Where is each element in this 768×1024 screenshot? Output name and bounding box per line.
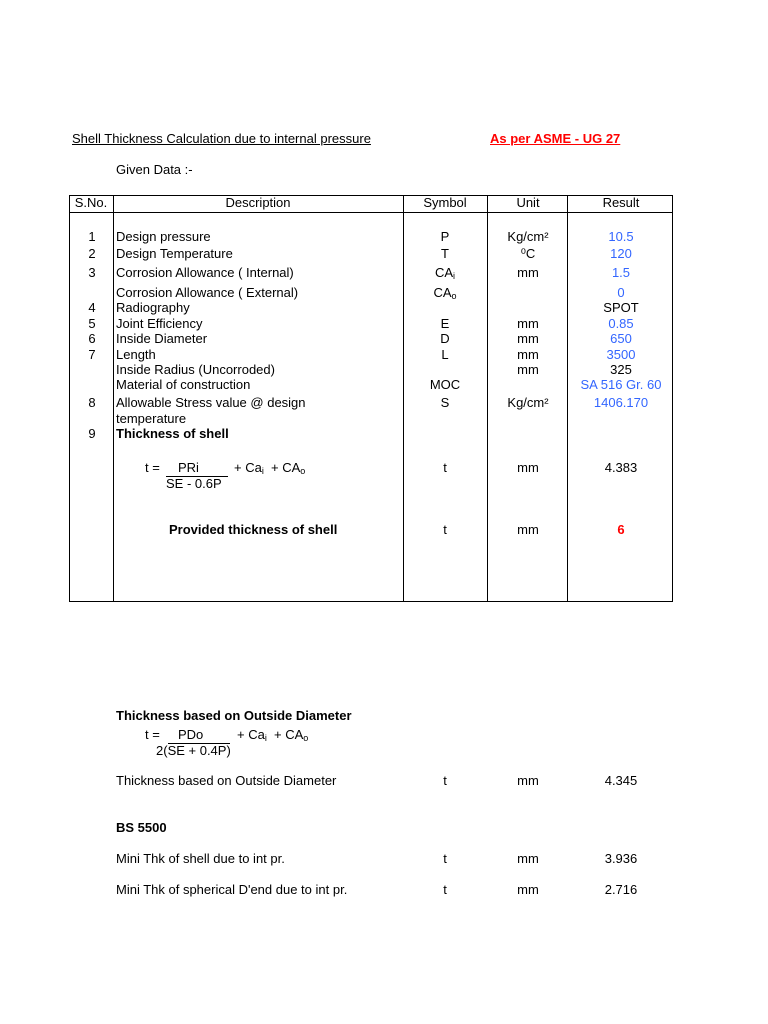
row-description: Thickness of shell	[116, 426, 229, 441]
row-sno: 3	[88, 265, 96, 280]
row-unit: mm	[517, 265, 539, 280]
row-description: Joint Efficiency	[116, 316, 203, 331]
formula-ca-internal: + $Ca_i$	[237, 727, 267, 743]
row-unit: Kg/cm²	[507, 395, 549, 410]
formula-ca-external: + $CA_o$	[274, 727, 309, 743]
row-result: 650	[610, 331, 632, 346]
row-unit: mm	[517, 316, 539, 331]
row-description: Inside Radius (Uncorroded)	[116, 362, 275, 377]
row-result: SPOT	[603, 300, 639, 315]
row-unit: ⁰C	[520, 246, 536, 261]
row-unit: mm	[517, 522, 539, 537]
row-result: 325	[610, 362, 632, 377]
formula-ca-internal: + $Ca_i$	[234, 460, 264, 476]
row-result: 120	[610, 246, 632, 261]
row-symbol: t	[443, 522, 447, 537]
row-result: 2.716	[604, 882, 638, 897]
header-sno: S.No.	[74, 195, 108, 210]
formula-lhs: t =	[145, 460, 160, 475]
row-result: 10.5	[608, 229, 634, 244]
row-symbol: S	[440, 395, 450, 410]
row-description: Radiography	[116, 300, 190, 315]
row-unit: mm	[517, 851, 539, 866]
row-sno: 9	[88, 426, 96, 441]
row-unit: mm	[517, 347, 539, 362]
row-result: SA 516 Gr. 60	[580, 377, 662, 392]
document-title: Shell Thickness Calculation due to internal pressure	[72, 131, 371, 146]
row-label: Mini Thk of spherical D'end due to int pr.	[116, 882, 348, 897]
row-sno: 4	[88, 300, 96, 315]
row-unit: mm	[517, 460, 539, 475]
row-symbol: t	[443, 773, 447, 788]
row-sno: 7	[88, 347, 96, 362]
row-symbol: MOC	[429, 377, 461, 392]
row-result: 3.936	[604, 851, 638, 866]
row-description: Material of construction	[116, 377, 251, 392]
header-description: Description	[225, 195, 291, 210]
header-unit: Unit	[516, 195, 540, 210]
row-description: Corrosion Allowance ( Internal)	[116, 265, 294, 280]
row-symbol: L	[441, 347, 449, 362]
formula-lhs: t =	[145, 727, 160, 742]
row-result: 1.5	[611, 265, 631, 280]
formula-numerator: PDo	[178, 727, 204, 742]
row-symbol: t	[443, 851, 447, 866]
row-result: 4.345	[604, 773, 638, 788]
od-heading: Thickness based on Outside Diameter	[116, 708, 352, 723]
formula-denominator: 2(SE + 0.4P)	[156, 743, 231, 758]
code-reference: As per ASME - UG 27	[490, 131, 621, 146]
row-description: Corrosion Allowance ( External)	[116, 285, 299, 300]
formula-numerator: PRi	[178, 460, 199, 475]
row-unit: mm	[517, 882, 539, 897]
row-description-cont: temperature	[116, 411, 187, 426]
row-symbol: T	[441, 246, 449, 261]
header-symbol: Symbol	[423, 195, 467, 210]
row-label: Thickness based on Outside Diameter	[116, 773, 337, 788]
row-unit: mm	[517, 331, 539, 346]
row-description: Design Temperature	[116, 246, 233, 261]
row-unit: mm	[517, 773, 539, 788]
provided-thickness-label: Provided thickness of shell	[169, 522, 338, 537]
row-result: 4.383	[604, 460, 638, 475]
row-description: Design pressure	[116, 229, 211, 244]
row-symbol: P	[440, 229, 450, 244]
row-description: Allowable Stress value @ design	[116, 395, 306, 410]
row-unit: Kg/cm²	[507, 229, 549, 244]
formula-denominator: SE - 0.6P	[166, 476, 222, 491]
row-symbol: E	[440, 316, 450, 331]
header-result: Result	[602, 195, 640, 210]
row-symbol: t	[443, 460, 447, 475]
row-result: 3500	[606, 347, 636, 362]
row-description: Inside Diameter	[116, 331, 208, 346]
row-unit: mm	[517, 362, 539, 377]
row-sno: 6	[88, 331, 96, 346]
row-symbol: $CA_o$	[433, 285, 457, 301]
row-result: 0	[617, 285, 625, 300]
row-sno: 8	[88, 395, 96, 410]
row-sno: 1	[88, 229, 96, 244]
row-sno: 2	[88, 246, 96, 261]
row-sno: 5	[88, 316, 96, 331]
row-label: Mini Thk of shell due to int pr.	[116, 851, 285, 866]
row-result: 0.85	[608, 316, 634, 331]
formula-ca-external: + $CA_o$	[271, 460, 306, 476]
row-description: Length	[116, 347, 156, 362]
given-data-label: Given Data :-	[116, 162, 193, 177]
bs-heading: BS 5500	[116, 820, 167, 835]
row-symbol: D	[440, 331, 450, 346]
row-symbol: $CA_i$	[434, 265, 456, 281]
row-result: 1406.170	[593, 395, 649, 410]
row-symbol: t	[443, 882, 447, 897]
provided-thickness-value: 6	[617, 522, 625, 537]
